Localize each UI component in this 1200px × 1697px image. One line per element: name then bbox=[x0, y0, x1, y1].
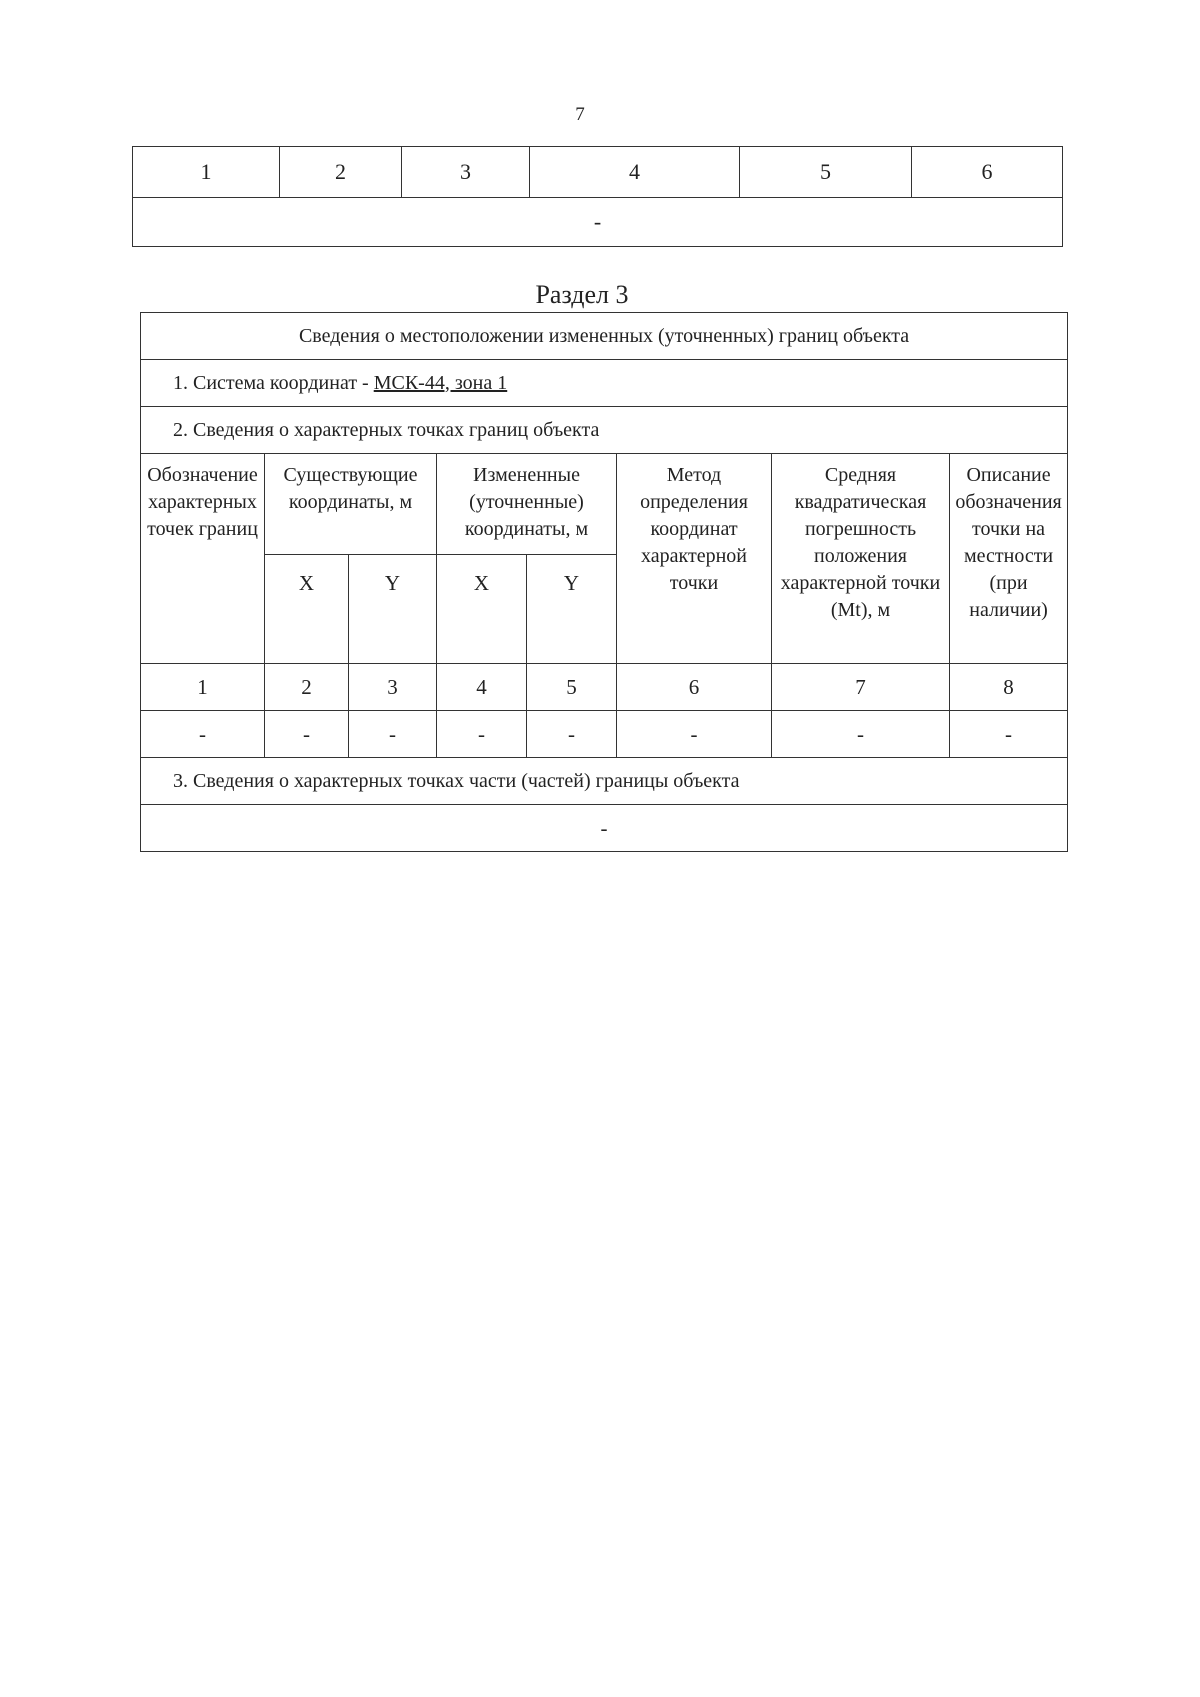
table-row bbox=[141, 711, 1068, 758]
column-number: 1 bbox=[133, 147, 280, 198]
coord-system-value: МСК-44, зона 1 bbox=[373, 371, 508, 394]
header-method: Метод определения координат характерной точки bbox=[617, 454, 772, 664]
section-title: Раздел 3 bbox=[535, 280, 629, 309]
header-error: Средняя квадратическая погрешность положения характерной точки (Mt), м bbox=[772, 454, 950, 664]
row-value: - bbox=[617, 711, 772, 758]
parts-heading: 3. Сведения о характерных точках части (частей) границы объекта bbox=[141, 758, 1068, 805]
column-number: 2 bbox=[280, 147, 402, 198]
points-heading: 2. Сведения о характерных точках границ объекта bbox=[141, 407, 1068, 454]
header-changed-y: Y bbox=[527, 555, 617, 664]
section3-table bbox=[140, 312, 1068, 852]
column-number: 5 bbox=[740, 147, 912, 198]
column-number: 3 bbox=[349, 664, 437, 711]
points-heading-row bbox=[141, 407, 1068, 454]
column-number: 1 bbox=[141, 664, 265, 711]
empty-value-row bbox=[133, 198, 1063, 247]
header-existing-coords: Существующие координаты, м bbox=[265, 454, 437, 555]
header-designation: Обозначение характерных точек границ bbox=[141, 454, 265, 664]
row-value: - bbox=[437, 711, 527, 758]
header-existing-y: Y bbox=[349, 555, 437, 664]
row-value: - bbox=[349, 711, 437, 758]
column-number-row bbox=[133, 147, 1063, 198]
column-number: 7 bbox=[772, 664, 950, 711]
column-number: 6 bbox=[617, 664, 772, 711]
empty-value: - bbox=[133, 198, 1063, 247]
section3-heading: Сведения о местоположении измененных (уточненных) границ объекта bbox=[141, 313, 1068, 360]
column-number-row bbox=[141, 664, 1068, 711]
row-value: - bbox=[950, 711, 1068, 758]
row-value: - bbox=[141, 711, 265, 758]
column-number: 8 bbox=[950, 664, 1068, 711]
row-value: - bbox=[265, 711, 349, 758]
coord-system-row bbox=[141, 360, 1068, 407]
continuation-table bbox=[132, 146, 1063, 247]
header-changed-x: X bbox=[437, 555, 527, 664]
heading-row bbox=[141, 313, 1068, 360]
coord-system-label: 1. Система координат - bbox=[173, 371, 374, 394]
page-number: 7 bbox=[575, 104, 585, 125]
row-value: - bbox=[527, 711, 617, 758]
column-header-row bbox=[141, 454, 1068, 555]
column-number: 2 bbox=[265, 664, 349, 711]
column-number: 4 bbox=[437, 664, 527, 711]
column-number: 5 bbox=[527, 664, 617, 711]
column-number: 3 bbox=[402, 147, 530, 198]
header-description: Описание обозначения точки на местности (при наличии) bbox=[950, 454, 1068, 664]
parts-heading-row bbox=[141, 758, 1068, 805]
header-existing-x: X bbox=[265, 555, 349, 664]
coord-system-cell bbox=[141, 360, 1068, 407]
header-changed-coords: Измененные (уточненные) координаты, м bbox=[437, 454, 617, 555]
parts-value: - bbox=[141, 805, 1068, 852]
column-number: 6 bbox=[912, 147, 1063, 198]
row-value: - bbox=[772, 711, 950, 758]
parts-value-row bbox=[141, 805, 1068, 852]
column-number: 4 bbox=[530, 147, 740, 198]
